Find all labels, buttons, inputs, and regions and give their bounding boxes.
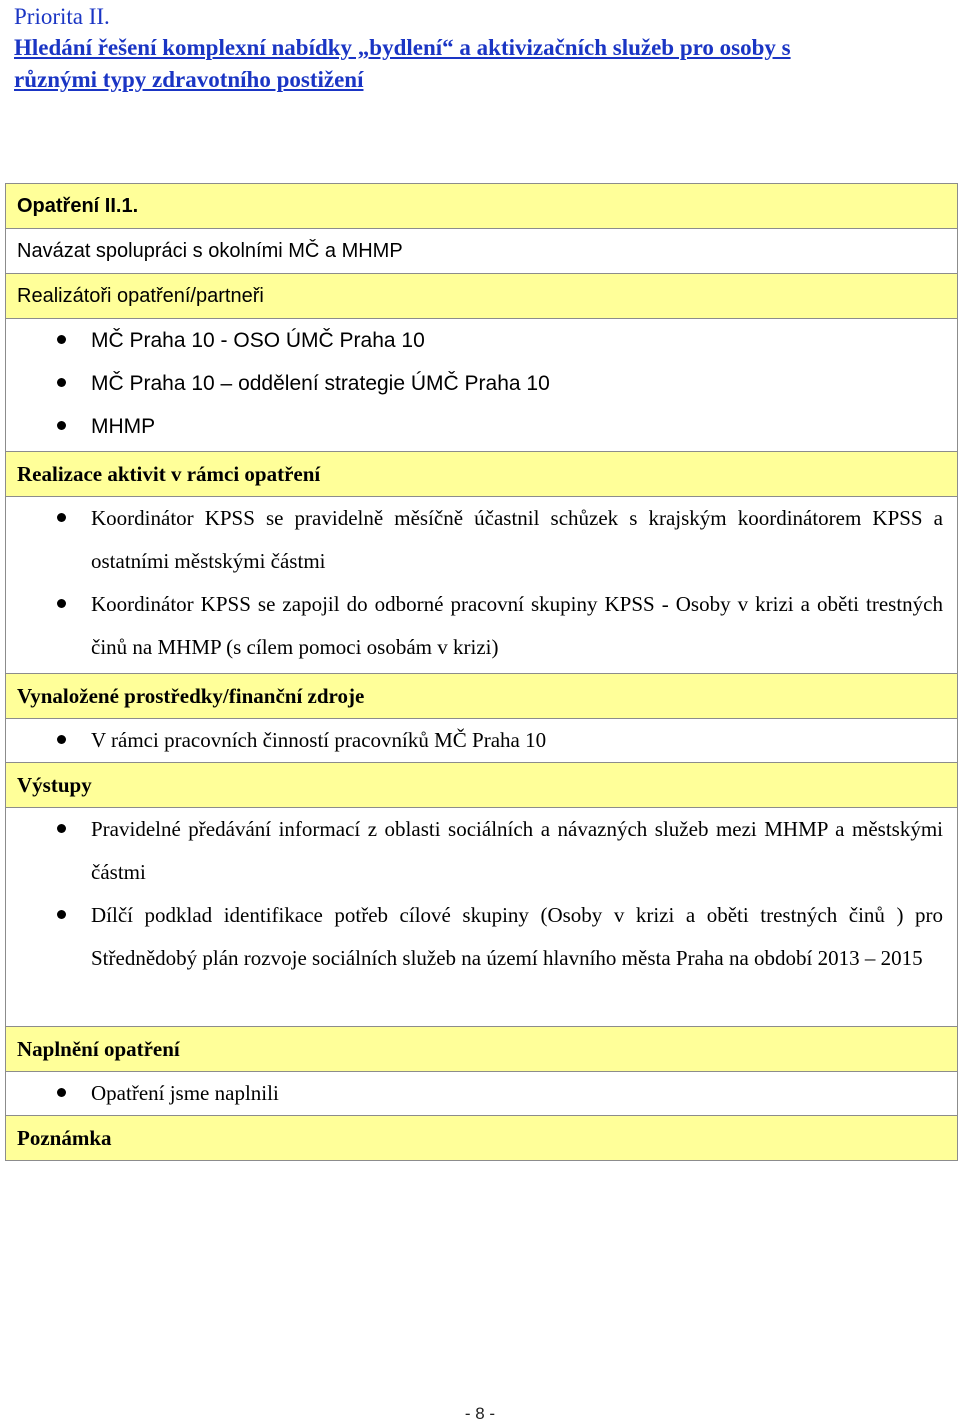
note-label-row xyxy=(6,1116,958,1161)
implementers-label: Realizátoři opatření/partneři xyxy=(17,285,264,307)
measure-name-row xyxy=(6,229,958,274)
activities-list xyxy=(17,497,957,669)
resources-row xyxy=(6,719,958,763)
bullet-icon xyxy=(57,1088,66,1097)
list-item: V rámci pracovních činností pracovníků MČ Praha 10 xyxy=(17,719,957,762)
activities-label: Realizace aktivit v rámci opatření xyxy=(17,462,321,486)
implementers-label-row xyxy=(6,274,958,319)
resources-label: Vynaložené prostředky/finanční zdroje xyxy=(17,684,365,708)
bullet-icon xyxy=(57,378,66,387)
measure-code-row xyxy=(6,184,958,229)
bullet-icon xyxy=(57,910,66,919)
measure-code-cell xyxy=(6,184,958,229)
implementers-label-cell xyxy=(6,274,958,319)
activities-label-cell xyxy=(6,452,958,497)
document-header xyxy=(14,2,944,96)
list-item: MHMP xyxy=(17,405,957,448)
note-label: Poznámka xyxy=(17,1126,112,1150)
bullet-icon xyxy=(57,513,66,522)
bullet-icon xyxy=(57,421,66,430)
page-number: - 8 - xyxy=(464,1404,496,1423)
fulfillment-list xyxy=(17,1072,957,1115)
outputs-cell xyxy=(6,808,958,1027)
fulfillment-cell xyxy=(6,1072,958,1116)
implementers-list xyxy=(17,319,957,448)
outputs-label: Výstupy xyxy=(17,773,92,797)
bullet-icon xyxy=(57,599,66,608)
list-item: Opatření jsme naplnili xyxy=(17,1072,957,1115)
outputs-label-row xyxy=(6,763,958,808)
resources-list xyxy=(17,719,957,762)
outputs-label-cell xyxy=(6,763,958,808)
outputs-row xyxy=(6,808,958,1027)
implementers-cell xyxy=(6,319,958,452)
measure-name-cell xyxy=(6,229,958,274)
resources-label-row xyxy=(6,674,958,719)
note-label-cell xyxy=(6,1116,958,1161)
outputs-list xyxy=(17,808,957,980)
resources-label-cell xyxy=(6,674,958,719)
bullet-icon xyxy=(57,824,66,833)
priority-title: Hledání řešení komplexní nabídky „bydlení“ a aktivizačních služeb pro osoby s různými typy zdravotního postižení xyxy=(14,35,791,92)
priority-heading: Priorita II. xyxy=(14,4,110,29)
list-item: MČ Praha 10 - OSO ÚMČ Praha 10 xyxy=(17,319,957,362)
fulfillment-label: Naplnění opatření xyxy=(17,1037,180,1061)
fulfillment-row xyxy=(6,1072,958,1116)
list-item: Koordinátor KPSS se pravidelně měsíčně účastnil schůzek s krajským koordinátorem KPSS a ostatními městskými částmi xyxy=(17,497,957,583)
activities-row xyxy=(6,497,958,674)
list-item: MČ Praha 10 – oddělení strategie ÚMČ Praha 10 xyxy=(17,362,957,405)
measure-name: Navázat spolupráci s okolními MČ a MHMP xyxy=(17,240,403,262)
bullet-icon xyxy=(57,735,66,744)
bullet-icon xyxy=(57,335,66,344)
list-item: Koordinátor KPSS se zapojil do odborné pracovní skupiny KPSS - Osoby v krizi a oběti trestných činů na MHMP (s cílem pomoci osobám v krizi) xyxy=(17,583,957,669)
activities-label-row xyxy=(6,452,958,497)
list-item: Pravidelné předávání informací z oblasti sociálních a návazných služeb mezi MHMP a městskými částmi xyxy=(17,808,957,894)
measure-code: Opatření II.1. xyxy=(17,195,139,217)
fulfillment-label-row xyxy=(6,1027,958,1072)
measure-table xyxy=(5,183,958,1161)
activities-cell xyxy=(6,497,958,674)
resources-cell xyxy=(6,719,958,763)
implementers-row xyxy=(6,319,958,452)
list-item: Dílčí podklad identifikace potřeb cílové skupiny (Osoby v krizi a oběti trestných činů ) pro Střednědobý plán rozvoje sociálních služeb na území hlavního města Praha na období 2013 – 2015 xyxy=(17,894,957,980)
fulfillment-label-cell xyxy=(6,1027,958,1072)
